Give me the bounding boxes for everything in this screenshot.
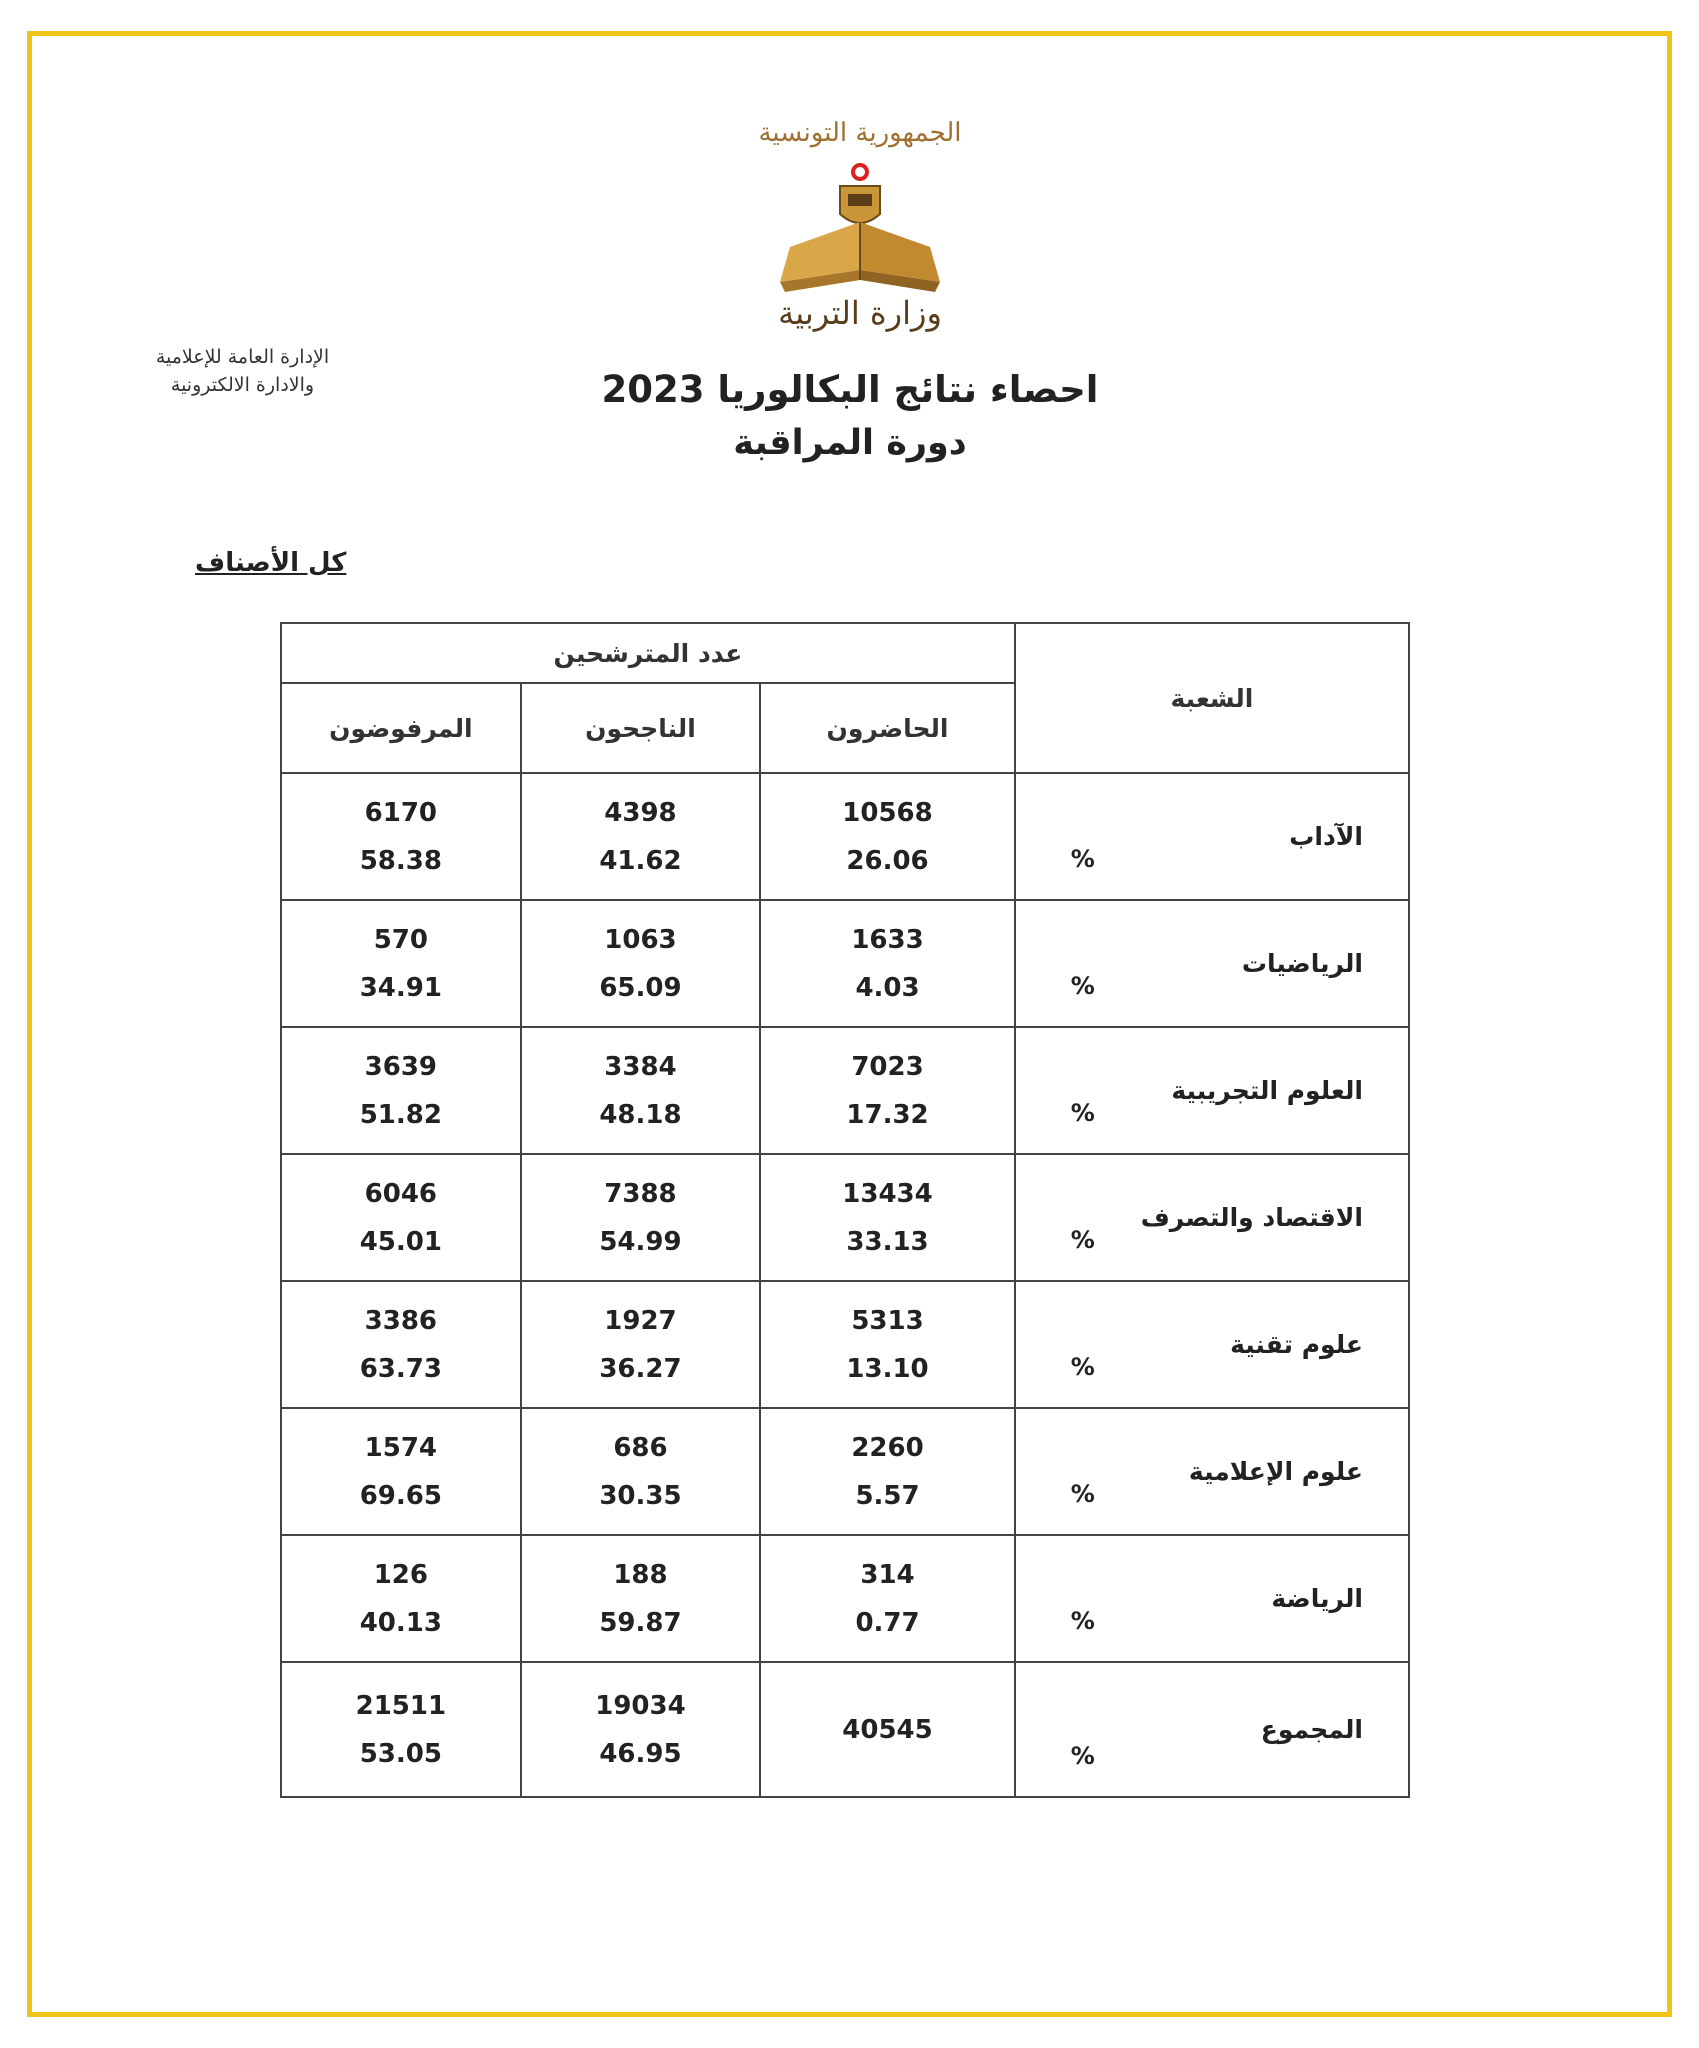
rejected-pct: 34.91 [359, 972, 442, 1003]
rejected-pct: 45.01 [359, 1226, 442, 1257]
branch-header: الشعبة [1015, 623, 1409, 773]
passed-pct: 65.09 [599, 972, 682, 1003]
passed-cell [521, 1535, 761, 1662]
total-rejected-pct: 53.05 [359, 1738, 442, 1769]
ministry-logo [740, 118, 980, 338]
rejected-count: 6046 [364, 1178, 438, 1209]
passed-pct: 48.18 [599, 1099, 682, 1130]
present-pct: 0.77 [855, 1607, 920, 1638]
present-count: 10568 [842, 797, 933, 828]
rejected-count: 3639 [364, 1051, 438, 1082]
passed-count: 1063 [604, 924, 677, 955]
present-count: 1633 [851, 924, 924, 955]
results-table [280, 622, 1410, 1798]
present-pct: 17.32 [846, 1099, 929, 1130]
rejected-pct: 58.38 [359, 845, 442, 876]
table-row [281, 1535, 1409, 1662]
rejected-count: 126 [373, 1559, 428, 1590]
branch-cell [1015, 773, 1409, 900]
total-present-cell [760, 1662, 1015, 1797]
present-pct: 26.06 [846, 845, 929, 876]
passed-cell [521, 1408, 761, 1535]
branch-cell [1015, 1154, 1409, 1281]
passed-count: 4398 [604, 797, 677, 828]
passed-pct: 54.99 [599, 1226, 682, 1257]
total-row [281, 1662, 1409, 1797]
total-present: 40545 [842, 1714, 933, 1745]
candidates-group-header: عدد المترشحين [281, 623, 1015, 683]
table-row [281, 1408, 1409, 1535]
percent-symbol: % [1070, 1607, 1095, 1635]
percent-symbol: % [1070, 972, 1095, 1000]
rejected-cell [281, 1154, 521, 1281]
percent-symbol: % [1070, 1742, 1095, 1770]
rejected-cell [281, 1408, 521, 1535]
rejected-pct: 51.82 [359, 1099, 442, 1130]
present-count: 13434 [842, 1178, 933, 1209]
present-count: 2260 [851, 1432, 924, 1463]
rejected-cell [281, 773, 521, 900]
table-row [281, 1027, 1409, 1154]
present-count: 5313 [851, 1305, 924, 1336]
rejected-cell [281, 900, 521, 1027]
passed-cell [521, 900, 761, 1027]
passed-pct: 30.35 [599, 1480, 682, 1511]
rejected-cell [281, 1027, 521, 1154]
present-header: الحاضرون [760, 683, 1015, 773]
present-pct: 33.13 [846, 1226, 929, 1257]
passed-pct: 59.87 [599, 1607, 682, 1638]
passed-cell [521, 1154, 761, 1281]
department-block [120, 343, 365, 399]
total-label: المجموع [1260, 1715, 1363, 1744]
branch-cell [1015, 1281, 1409, 1408]
present-cell [760, 1281, 1015, 1408]
rejected-pct: 40.13 [359, 1607, 442, 1638]
page-subtitle: دورة المراقبة [733, 423, 967, 463]
rejected-count: 3386 [364, 1305, 438, 1336]
republic-name: الجمهورية التونسية [758, 118, 962, 148]
passed-cell [521, 1281, 761, 1408]
total-passed-cell [521, 1662, 761, 1797]
present-pct: 4.03 [855, 972, 920, 1003]
branch-name: الاقتصاد والتصرف [1140, 1203, 1363, 1232]
percent-symbol: % [1070, 1099, 1095, 1127]
passed-count: 1927 [604, 1305, 677, 1336]
page-title: احصاء نتائج البكالوريا 2023 [601, 368, 1099, 411]
rejected-count: 1574 [364, 1432, 438, 1463]
table-row [281, 1154, 1409, 1281]
present-cell [760, 1154, 1015, 1281]
passed-count: 7388 [604, 1178, 677, 1209]
present-cell [760, 900, 1015, 1027]
present-pct: 13.10 [846, 1353, 929, 1384]
passed-cell [521, 1027, 761, 1154]
present-cell [760, 1535, 1015, 1662]
branch-name: العلوم التجريبية [1171, 1076, 1363, 1105]
table-row [281, 900, 1409, 1027]
total-rejected-cell [281, 1662, 521, 1797]
present-count: 314 [860, 1559, 915, 1590]
passed-count: 3384 [604, 1051, 677, 1082]
branch-cell [1015, 900, 1409, 1027]
branch-cell [1015, 1535, 1409, 1662]
branch-cell [1015, 1408, 1409, 1535]
rejected-cell [281, 1535, 521, 1662]
total-rejected: 21511 [355, 1690, 447, 1721]
passed-count: 188 [613, 1559, 668, 1590]
present-pct: 5.57 [855, 1480, 920, 1511]
branch-name: الرياضة [1271, 1584, 1363, 1613]
passed-header: الناجحون [521, 683, 761, 773]
present-cell [760, 1408, 1015, 1535]
rejected-cell [281, 1281, 521, 1408]
table-row [281, 773, 1409, 900]
percent-symbol: % [1070, 1480, 1095, 1508]
rejected-count: 570 [373, 924, 428, 955]
present-cell [760, 773, 1015, 900]
percent-symbol: % [1070, 1226, 1095, 1254]
present-count: 7023 [851, 1051, 924, 1082]
rejected-count: 6170 [364, 797, 438, 828]
table-row [281, 1281, 1409, 1408]
emblem-icon [740, 152, 980, 302]
ministry-name: وزارة التربية [778, 294, 942, 332]
rejected-header: المرفوضون [281, 683, 521, 773]
present-cell [760, 1027, 1015, 1154]
branch-name: علوم تقنية [1230, 1330, 1363, 1359]
category-label: كل الأصناف [195, 548, 347, 578]
branch-name: علوم الإعلامية [1188, 1457, 1363, 1486]
total-passed-pct: 46.95 [599, 1738, 682, 1769]
rejected-pct: 63.73 [359, 1353, 442, 1384]
branch-name: الآداب [1289, 822, 1363, 851]
branch-cell [1015, 1027, 1409, 1154]
passed-cell [521, 773, 761, 900]
passed-pct: 36.27 [599, 1353, 682, 1384]
department-line-1: الإدارة العامة للإعلامية [155, 346, 330, 368]
percent-symbol: % [1070, 1353, 1095, 1381]
total-branch-cell [1015, 1662, 1409, 1797]
passed-count: 686 [613, 1432, 668, 1463]
rejected-pct: 69.65 [359, 1480, 442, 1511]
department-line-2: والادارة الالكترونية [170, 374, 315, 396]
passed-pct: 41.62 [599, 845, 682, 876]
total-passed: 19034 [595, 1690, 686, 1721]
branch-name: الرياضيات [1241, 949, 1363, 978]
percent-symbol: % [1070, 845, 1095, 873]
